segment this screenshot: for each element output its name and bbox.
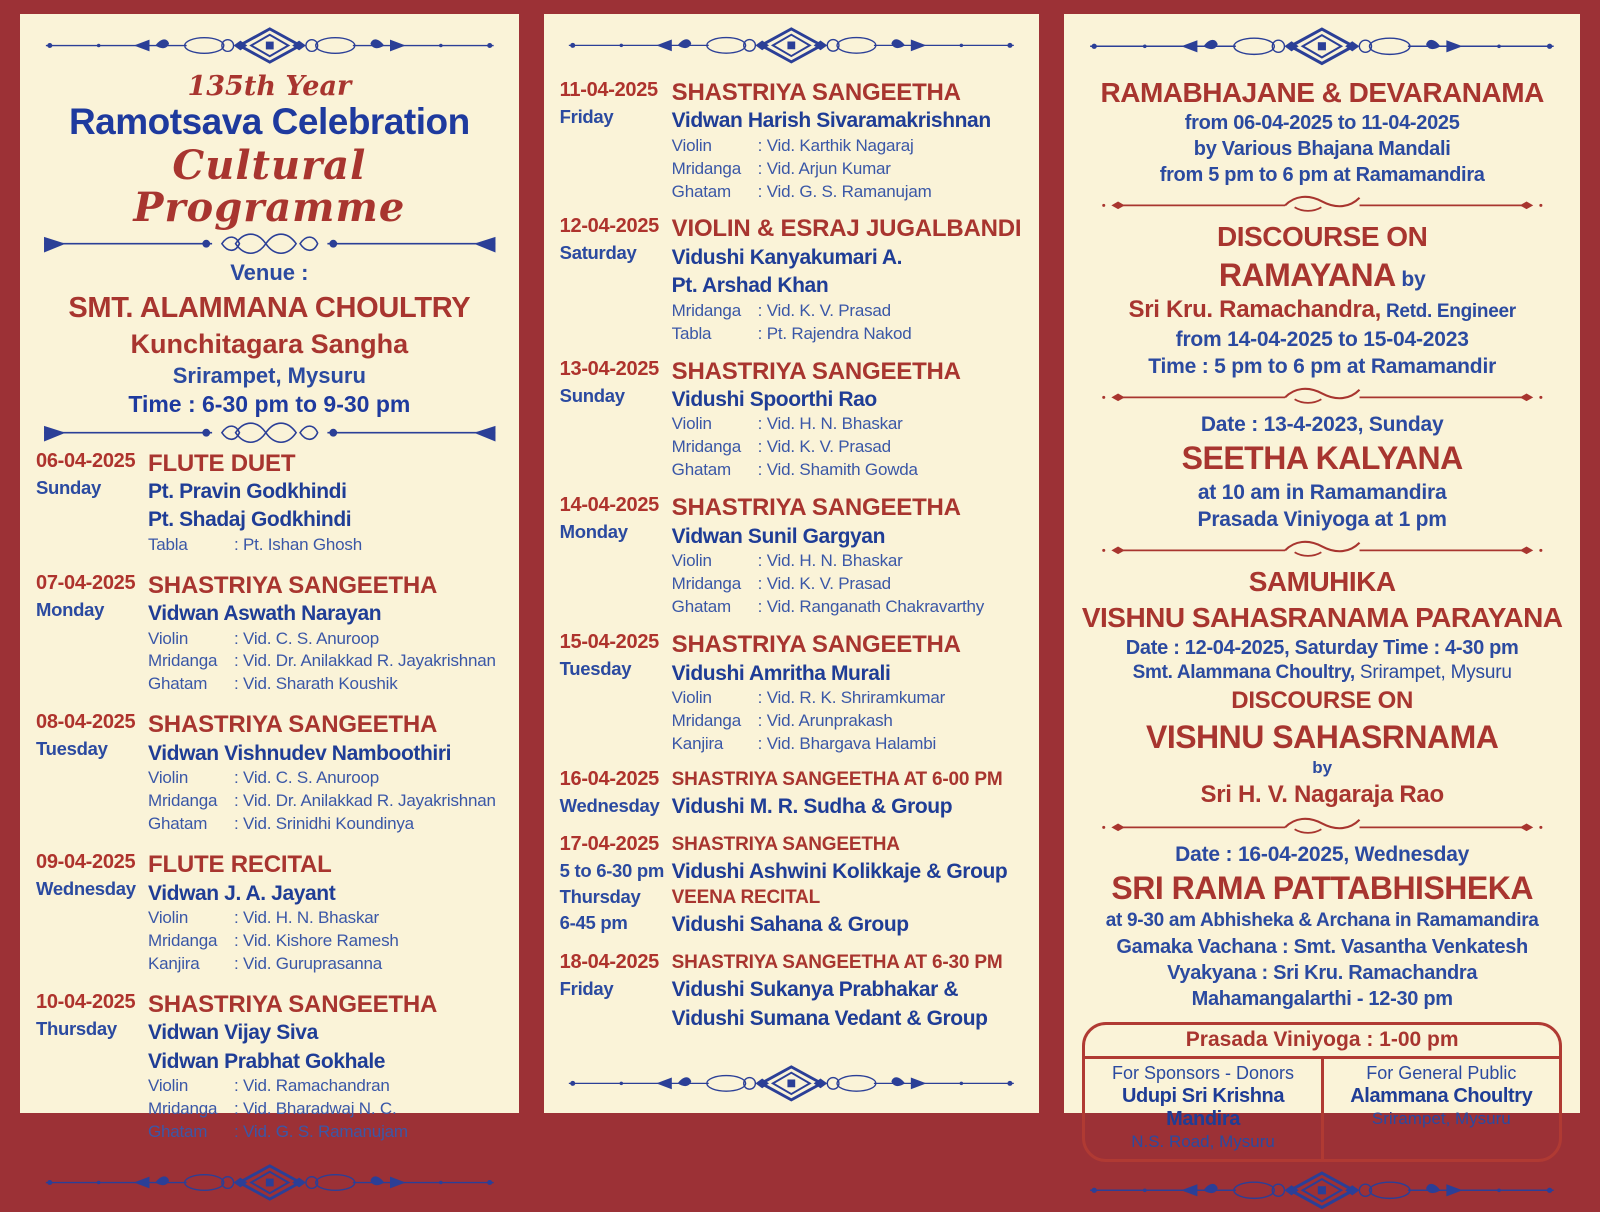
performer-name: Vidushi Sahana & Group xyxy=(671,913,909,937)
right-line xyxy=(1078,842,1566,867)
sponsor-columns xyxy=(1085,1059,1559,1159)
right-section xyxy=(1078,565,1566,809)
event-title: VEENA RECITAL xyxy=(671,886,821,908)
accompanist-row xyxy=(148,673,507,696)
performer-name: Vidwan J. A. Jayant xyxy=(148,881,336,905)
accompanist-role: Mridanga xyxy=(671,158,741,178)
kolam-divider-icon xyxy=(40,1161,500,1204)
text-segment: Date : 16-04-2025, Wednesday xyxy=(1175,843,1470,867)
accompanist-row xyxy=(672,710,1028,733)
event-datetime xyxy=(560,358,672,483)
venue-time: Time : 6-30 pm to 9-30 pm xyxy=(128,391,411,418)
accompanist-name: : Vid. G. S. Ramanujam xyxy=(234,1121,408,1141)
accompanist-name: : Vid. Srinidhi Koundinya xyxy=(234,814,414,834)
accompanist-role: Mridanga xyxy=(148,651,218,671)
swirl-divider-icon xyxy=(40,420,500,445)
performer-name: Vidwan Aswath Narayan xyxy=(148,602,382,626)
event-row xyxy=(560,768,1028,821)
performer-name: Pt. Shadaj Godkhindi xyxy=(148,508,352,532)
event-date: 10-04-2025 xyxy=(36,990,136,1013)
event-date: 17-04-2025 xyxy=(559,832,659,855)
event-row xyxy=(560,494,1028,619)
event-day: 6-45 pm xyxy=(559,911,628,933)
event-details xyxy=(672,494,1028,619)
event-details xyxy=(672,358,1028,483)
event-date: 18-04-2025 xyxy=(559,950,659,973)
accompanist-name: : Vid. Bhargava Halambi xyxy=(757,733,937,753)
event-day: Thursday xyxy=(559,885,641,907)
accompanist-row xyxy=(672,300,1028,323)
right-line xyxy=(1078,163,1566,187)
venue-label: Venue : xyxy=(230,260,309,286)
event-datetime xyxy=(36,851,148,976)
accompanist-row xyxy=(672,413,1028,436)
accompanist-row xyxy=(148,1075,507,1098)
right-section xyxy=(1078,76,1566,188)
event-title: SHASTRIYA SANGEETHA xyxy=(148,711,438,739)
accompanist-role: Mridanga xyxy=(148,1098,218,1118)
event-details xyxy=(148,450,507,557)
prasada-viniyoga-box xyxy=(1082,1022,1562,1162)
accompanist-role: Violin xyxy=(148,1075,189,1095)
event-row xyxy=(560,79,1028,204)
right-line xyxy=(1078,910,1566,933)
accompanist-role: Tabla xyxy=(671,323,712,343)
event-details xyxy=(148,851,507,976)
accompanist-name: : Vid. Ranganath Chakravarthy xyxy=(757,596,985,616)
accompanist-name: : Vid. K. V. Prasad xyxy=(757,300,891,320)
accompanist-role: Mridanga xyxy=(671,437,741,457)
performer-name: Vidushi Ashwini Kolikkaje & Group xyxy=(671,860,1008,884)
right-line xyxy=(1078,412,1566,437)
accompanist-row xyxy=(672,550,1028,573)
text-segment: DISCOURSE ON xyxy=(1217,221,1428,253)
event-day: Wednesday xyxy=(36,878,136,900)
event-row xyxy=(560,215,1028,345)
performer-name: Pt. Arshad Khan xyxy=(671,274,829,298)
event-title: SHASTRIYA SANGEETHA xyxy=(671,357,961,385)
right-panel xyxy=(1064,14,1580,1151)
text-segment: Date : 13-4-2023, Sunday xyxy=(1200,413,1444,437)
general-public-column xyxy=(1324,1059,1559,1159)
accompanist-row xyxy=(148,953,507,976)
accompanist-name: : Vid. Shamith Gowda xyxy=(757,460,918,480)
right-section xyxy=(1078,220,1566,379)
event-datetime xyxy=(560,631,672,756)
section-divider-icon xyxy=(1098,384,1547,407)
text-segment: by Various Bhajana Mandali xyxy=(1193,138,1451,161)
event-title: SHASTRIYA SANGEETHA xyxy=(671,78,961,106)
sponsors-donors-column xyxy=(1085,1059,1323,1159)
event-title: SHASTRIYA SANGEETHA xyxy=(671,630,961,658)
right-line xyxy=(1078,718,1566,756)
text-segment: VISHNU SAHASRANAMA PARAYANA xyxy=(1081,601,1563,633)
accompanist-name: : Pt. Rajendra Nakod xyxy=(757,323,912,343)
accompanist-role: Ghatam xyxy=(148,814,208,834)
event-date: 14-04-2025 xyxy=(559,494,659,517)
text-segment: Prasada Viniyoga at 1 pm xyxy=(1197,507,1447,531)
event-day: 5 to 6-30 pm xyxy=(559,859,665,881)
accompanist-row xyxy=(148,650,507,673)
right-line xyxy=(1078,354,1566,379)
accompanist-name: : Vid. Arjun Kumar xyxy=(757,158,891,178)
event-datetime xyxy=(560,951,672,1032)
event-date: 15-04-2025 xyxy=(559,630,659,653)
accompanist-name: : Vid. C. S. Anuroop xyxy=(234,628,379,648)
event-day: Thursday xyxy=(36,1017,117,1039)
text-segment: from 06-04-2025 to 11-04-2025 xyxy=(1184,112,1460,135)
accompanist-role: Violin xyxy=(671,551,712,571)
event-title: SHASTRIYA SANGEETHA AT 6-00 PM xyxy=(671,768,1003,790)
event-date: 06-04-2025 xyxy=(36,449,136,472)
text-segment: Srirampet, Mysuru xyxy=(1354,662,1512,684)
column-address: Srirampet, Mysuru xyxy=(1371,1108,1511,1128)
event-row xyxy=(560,358,1028,483)
section-divider-icon xyxy=(1098,814,1547,837)
text-segment: from 5 pm to 6 pm at Ramamandira xyxy=(1159,164,1485,187)
event-row xyxy=(560,631,1028,756)
accompanist-row xyxy=(672,459,1028,482)
accompanist-name: : Vid. Arunprakash xyxy=(757,710,893,730)
event-title: SHASTRIYA SANGEETHA AT 6-30 PM xyxy=(671,951,1003,973)
right-line xyxy=(1078,76,1566,110)
accompanist-name: : Pt. Ishan Ghosh xyxy=(234,534,362,554)
text-segment: by xyxy=(1312,758,1333,778)
text-segment: Gamaka Vachana : Smt. Vasantha Venkatesh xyxy=(1116,935,1528,958)
performer-name: Vidushi Sumana Vedant & Group xyxy=(671,1006,988,1030)
accompanist-name: : Vid. K. V. Prasad xyxy=(757,574,891,594)
event-details xyxy=(672,79,1028,204)
event-day: Monday xyxy=(559,521,628,543)
accompanist-row xyxy=(148,767,507,790)
event-date: 13-04-2025 xyxy=(559,357,659,380)
event-details xyxy=(672,833,1028,939)
event-date: 12-04-2025 xyxy=(559,215,659,238)
event-row xyxy=(36,450,507,557)
event-day: Wednesday xyxy=(559,794,660,816)
performer-name: Vidushi Kanyakumari A. xyxy=(671,246,903,270)
accompanist-name: : Vid. H. N. Bhaskar xyxy=(757,551,903,571)
event-datetime xyxy=(560,79,672,204)
accompanist-row xyxy=(672,733,1028,756)
accompanist-row xyxy=(672,158,1028,181)
event-day: Tuesday xyxy=(559,657,632,679)
text-segment: RAMAYANA xyxy=(1218,256,1396,293)
right-line xyxy=(1078,439,1566,477)
accompanist-name: : Vid. H. N. Bhaskar xyxy=(234,907,379,927)
performer-name: Vidwan Harish Sivaramakrishnan xyxy=(671,109,991,133)
accompanist-row xyxy=(672,135,1028,158)
right-line xyxy=(1078,869,1566,907)
accompanist-role: Ghatam xyxy=(671,460,731,480)
subtitle-script: Cultural Programme xyxy=(133,141,406,231)
spacer xyxy=(554,1044,1030,1060)
event-title: SHASTRIYA SANGEETHA xyxy=(671,494,961,522)
accompanist-role: Mridanga xyxy=(671,710,741,730)
event-row xyxy=(560,833,1028,939)
event-date: 16-04-2025 xyxy=(559,767,659,790)
right-section xyxy=(1078,412,1566,532)
poster-header xyxy=(30,69,509,448)
accompanist-role: Ghatam xyxy=(148,1121,208,1141)
event-title: VIOLIN & ESRAJ JUGALBANDI xyxy=(671,215,1022,243)
event-details xyxy=(148,991,507,1144)
swirl-divider-icon xyxy=(40,231,500,256)
venue-name: SMT. ALAMMANA CHOULTRY xyxy=(68,292,471,325)
accompanist-name: : Vid. G. S. Ramanujam xyxy=(757,181,932,201)
accompanist-name: : Vid. K. V. Prasad xyxy=(757,437,891,457)
accompanist-name: : Vid. Guruprasanna xyxy=(234,953,383,973)
accompanist-row xyxy=(672,323,1028,346)
event-datetime xyxy=(560,215,672,345)
middle-panel xyxy=(544,14,1040,1113)
accompanist-name: : Vid. Bharadwaj N. C. xyxy=(234,1098,397,1118)
text-segment: RAMABHAJANE & DEVARANAMA xyxy=(1100,76,1544,108)
performer-name: Vidwan Vijay Siva xyxy=(148,1021,318,1045)
right-line xyxy=(1078,137,1566,161)
event-datetime xyxy=(36,991,148,1144)
accompanist-role: Kanjira xyxy=(671,733,724,753)
accompanist-role: Kanjira xyxy=(148,953,200,973)
column-address: N.S. Road, Mysuru xyxy=(1131,1131,1275,1151)
column-label: For Sponsors - Donors xyxy=(1111,1062,1295,1083)
year-script: 135th Year xyxy=(187,71,352,103)
event-title: SHASTRIYA SANGEETHA xyxy=(671,833,900,855)
event-day: Sunday xyxy=(559,384,625,406)
accompanist-name: : Vid. Sharath Koushik xyxy=(234,674,398,694)
right-line xyxy=(1078,327,1566,352)
accompanist-role: Violin xyxy=(148,768,189,788)
text-segment: from 14-04-2025 to 15-04-2023 xyxy=(1175,327,1469,351)
right-line xyxy=(1078,220,1566,254)
accompanist-role: Mridanga xyxy=(671,300,741,320)
venue-place: Srirampet, Mysuru xyxy=(172,363,366,389)
event-date: 11-04-2025 xyxy=(559,78,658,101)
accompanist-row xyxy=(148,628,507,651)
event-row xyxy=(36,711,507,836)
accompanist-row xyxy=(148,1121,507,1144)
text-segment: Date : 12-04-2025, Saturday Time : 4-30 pm xyxy=(1125,637,1519,660)
right-line xyxy=(1078,781,1566,810)
text-segment: Retd. Engineer xyxy=(1380,301,1516,323)
event-title: SHASTRIYA SANGEETHA xyxy=(148,571,438,599)
text-segment: Sri H. V. Nagaraja Rao xyxy=(1200,780,1444,808)
event-details xyxy=(148,711,507,836)
accompanist-row xyxy=(672,181,1028,204)
kolam-divider-icon xyxy=(40,24,500,67)
kolam-divider-icon xyxy=(563,1062,1020,1105)
accompanist-role: Mridanga xyxy=(148,791,218,811)
event-datetime xyxy=(560,768,672,821)
event-details xyxy=(672,215,1028,345)
event-details xyxy=(672,951,1028,1032)
text-segment: Time : 5 pm to 6 pm at Ramamandir xyxy=(1148,355,1497,378)
schedule-list-left xyxy=(30,448,509,1159)
accompanist-role: Violin xyxy=(671,135,712,155)
kolam-divider-icon xyxy=(563,24,1020,67)
right-line xyxy=(1078,935,1566,959)
event-title: SHASTRIYA SANGEETHA xyxy=(148,990,438,1018)
event-datetime xyxy=(36,711,148,836)
accompanist-row xyxy=(148,907,507,930)
performer-name: Vidushi M. R. Sudha & Group xyxy=(671,795,953,819)
event-datetime xyxy=(560,494,672,619)
text-segment: Vyakyana : Sri Kru. Ramachandra xyxy=(1167,961,1478,984)
venue-organisation: Kunchitagara Sangha xyxy=(130,329,409,360)
right-line xyxy=(1078,480,1566,505)
event-row xyxy=(560,951,1028,1032)
text-segment: by xyxy=(1395,267,1426,291)
performer-name: Vidushi Spoorthi Rao xyxy=(671,388,877,412)
event-day: Tuesday xyxy=(36,738,108,760)
right-line xyxy=(1078,636,1566,660)
accompanist-role: Ghatam xyxy=(671,596,731,616)
left-panel xyxy=(20,14,519,1141)
event-title: FLUTE RECITAL xyxy=(148,851,332,879)
kolam-divider-icon xyxy=(1084,1168,1560,1212)
text-segment: Smt. Alammana Choultry, xyxy=(1132,662,1355,684)
accompanist-row xyxy=(148,534,507,557)
performer-name: Vidwan Vishnudev Namboothiri xyxy=(148,741,452,765)
column-venue: Udupi Sri Krishna Mandira xyxy=(1121,1084,1285,1130)
kolam-divider-icon xyxy=(1084,24,1560,69)
right-line xyxy=(1078,961,1566,985)
accompanist-role: Mridanga xyxy=(671,574,741,594)
accompanist-name: : Vid. Ramachandran xyxy=(234,1075,390,1095)
section-divider-icon xyxy=(1098,192,1547,215)
accompanist-role: Violin xyxy=(671,414,712,434)
right-line xyxy=(1078,507,1566,532)
accompanist-role: Mridanga xyxy=(148,930,218,950)
text-segment: at 10 am in Ramamandira xyxy=(1197,480,1447,504)
accompanist-name: : Vid. R. K. Shriramkumar xyxy=(757,687,946,707)
accompanist-row xyxy=(148,813,507,836)
performer-name: Vidwan Sunil Gargyan xyxy=(671,524,886,548)
event-date: 09-04-2025 xyxy=(36,851,136,874)
right-line xyxy=(1078,256,1566,294)
event-row xyxy=(36,991,507,1144)
right-line xyxy=(1078,662,1566,685)
right-line xyxy=(1078,601,1566,635)
accompanist-name: : Vid. Karthik Nagaraj xyxy=(757,135,914,155)
event-date: 08-04-2025 xyxy=(36,711,136,734)
event-details xyxy=(148,572,507,697)
event-datetime xyxy=(36,572,148,697)
event-title: FLUTE DUET xyxy=(148,449,296,477)
column-label: For General Public xyxy=(1366,1062,1517,1083)
text-segment: at 9-30 am Abhisheka & Archana in Ramamandira xyxy=(1105,909,1539,931)
right-line xyxy=(1078,987,1566,1011)
accompanist-row xyxy=(672,573,1028,596)
right-line xyxy=(1078,296,1566,325)
event-row xyxy=(36,572,507,697)
right-line xyxy=(1078,758,1566,778)
right-line xyxy=(1078,565,1566,599)
accompanist-row xyxy=(148,790,507,813)
event-day: Saturday xyxy=(559,242,637,264)
performer-name: Vidushi Amritha Murali xyxy=(671,661,891,685)
accompanist-name: : Vid. H. N. Bhaskar xyxy=(757,414,903,434)
text-segment: SEETHA KALYANA xyxy=(1181,440,1463,477)
accompanist-name: : Vid. C. S. Anuroop xyxy=(234,768,379,788)
accompanist-role: Violin xyxy=(671,687,712,707)
accompanist-role: Tabla xyxy=(148,534,188,554)
prasada-viniyoga-header: Prasada Viniyoga : 1-00 pm xyxy=(1085,1025,1559,1059)
event-details xyxy=(672,631,1028,756)
event-date: 07-04-2025 xyxy=(36,571,136,594)
event-day: Sunday xyxy=(36,476,102,498)
accompanist-row xyxy=(672,687,1028,710)
right-line xyxy=(1078,687,1566,716)
performer-name: Vidwan Prabhat Gokhale xyxy=(148,1049,386,1073)
event-datetime xyxy=(560,833,672,939)
text-segment: SRI RAMA PATTABHISHEKA xyxy=(1111,870,1533,907)
accompanist-row xyxy=(672,596,1028,619)
text-segment: VISHNU SAHASRNAMA xyxy=(1145,718,1499,755)
event-details xyxy=(672,768,1028,821)
right-line xyxy=(1078,111,1566,135)
event-day: Friday xyxy=(559,105,614,127)
event-row xyxy=(36,851,507,976)
accompanist-role: Violin xyxy=(148,628,189,648)
text-segment: Mahamangalarthi - 12-30 pm xyxy=(1191,987,1453,1010)
event-day: Monday xyxy=(36,598,105,620)
column-venue: Alammana Choultry xyxy=(1350,1084,1533,1107)
accompanist-row xyxy=(672,436,1028,459)
accompanist-role: Violin xyxy=(148,907,189,927)
event-datetime xyxy=(36,450,148,557)
performer-name: Vidushi Sukanya Prabhakar & xyxy=(671,978,959,1002)
text-segment: DISCOURSE ON xyxy=(1231,686,1414,714)
section-divider-icon xyxy=(1098,537,1547,560)
accompanist-name: : Vid. Dr. Anilakkad R. Jayakrishnan xyxy=(234,651,496,671)
special-events-list xyxy=(1074,71,1570,1016)
page-title: Ramotsava Celebration xyxy=(68,101,470,143)
schedule-list-middle xyxy=(554,77,1030,1044)
accompanist-name: : Vid. Kishore Ramesh xyxy=(234,930,399,950)
text-segment: SAMUHIKA xyxy=(1248,565,1396,597)
text-segment: Sri Kru. Ramachandra, xyxy=(1128,296,1381,324)
accompanist-role: Ghatam xyxy=(671,181,731,201)
event-day: Friday xyxy=(559,977,614,999)
accompanist-row xyxy=(148,1098,507,1121)
right-section xyxy=(1078,842,1566,1010)
accompanist-name: : Vid. Dr. Anilakkad R. Jayakrishnan xyxy=(234,791,496,811)
accompanist-role: Ghatam xyxy=(148,674,208,694)
performer-name: Pt. Pravin Godkhindi xyxy=(148,480,347,504)
accompanist-row xyxy=(148,930,507,953)
